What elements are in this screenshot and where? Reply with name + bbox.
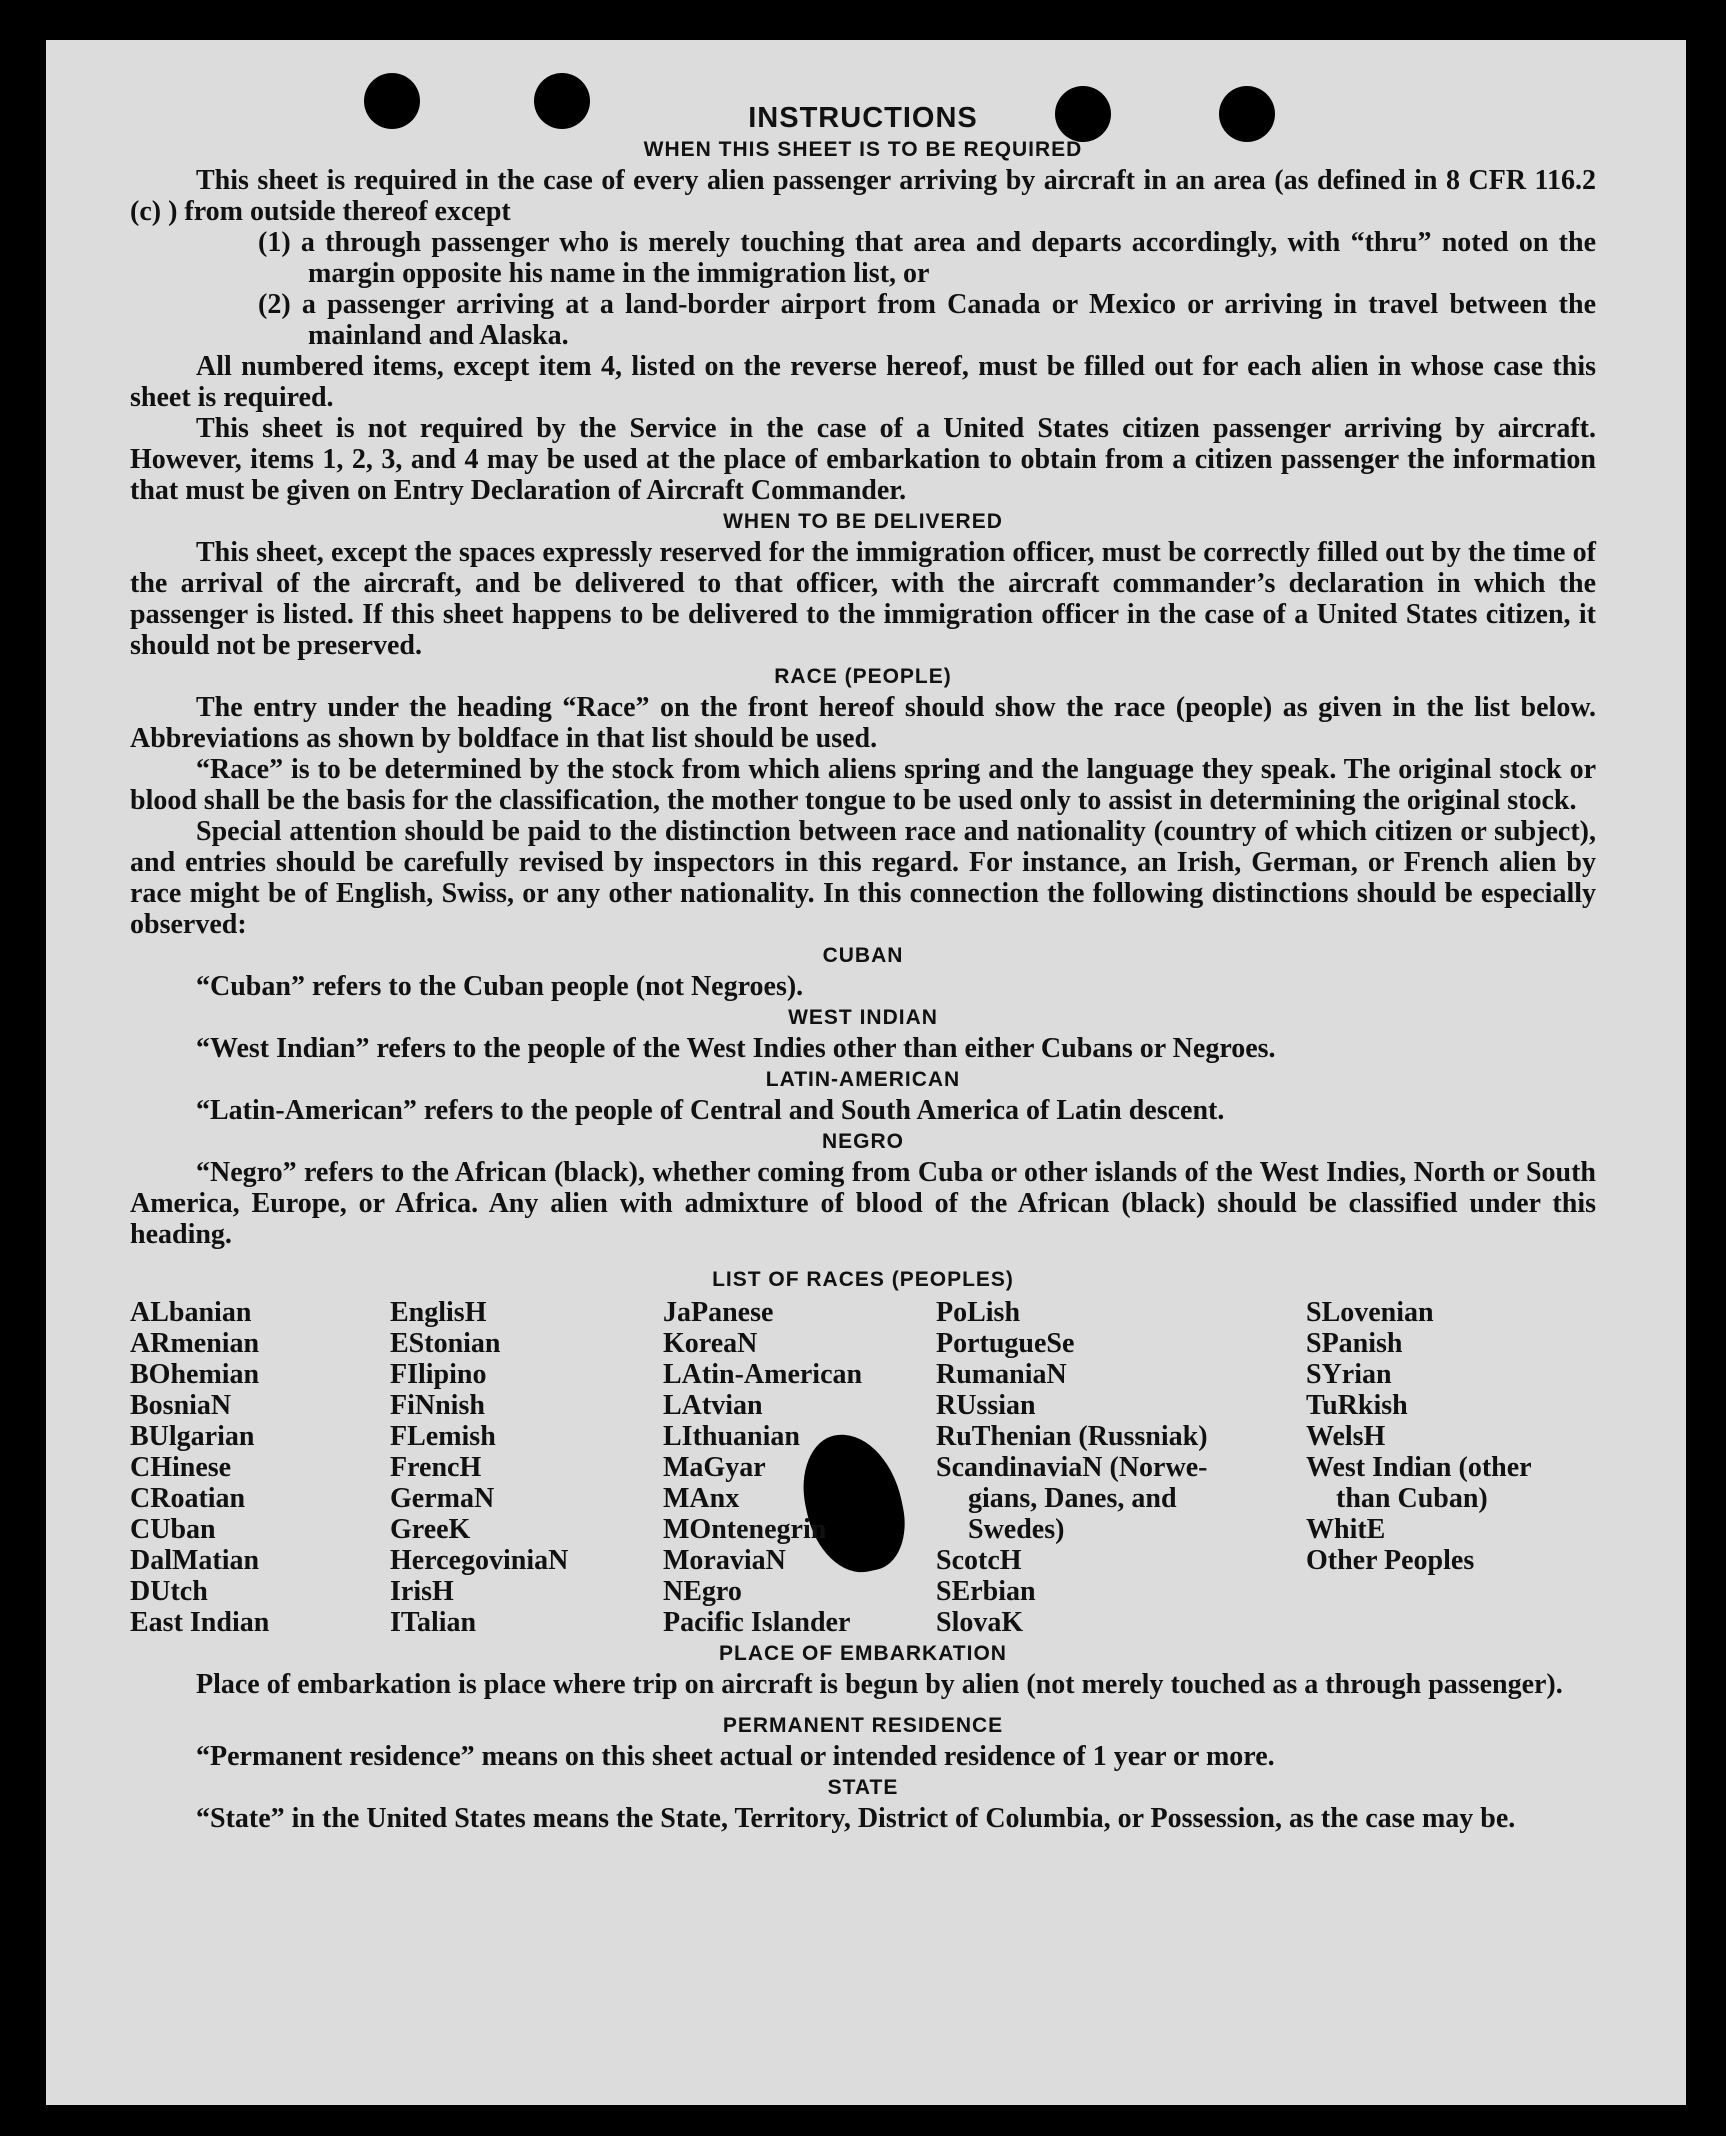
paragraph: This sheet is required in the case of every alien passenger arriving by aircraft in an area (as defined in 8 CFR 116.2 (c) ) from outside thereof except (130, 165, 1596, 227)
race-entry: RUssian (936, 1390, 1036, 1421)
heading-when-required: WHEN THIS SHEET IS TO BE REQUIRED (643, 138, 1083, 161)
race-entry: GermaN (390, 1483, 495, 1514)
paragraph: All numbered items, except item 4, listed on the reverse hereof, must be filled out for each alien in whose case this sheet is required. (130, 351, 1596, 413)
paragraph: “Race” is to be determined by the stock from which aliens spring and the language they speak. The original stock or blood shall be the basis for the classification, the mother tongue to be used only to assist in determining the original stock. (130, 754, 1596, 816)
race-entry: CRoatian (130, 1483, 246, 1514)
race-entry: EStonian (390, 1328, 501, 1359)
race-entry: SLovenian (1306, 1297, 1434, 1328)
paragraph: This sheet, except the spaces expressly reserved for the immigration officer, must be correctly filled out by the time of the arrival of the aircraft, and be delivered to that officer, with the aircraft commander’s declaration in which the passenger is listed. If this sheet happens to be delivered to the immigration officer in the case of a United States citizen, it should not be preserved. (130, 537, 1596, 661)
races-column-3 (663, 1297, 936, 1638)
race-entry: ARmenian (130, 1328, 260, 1359)
race-entry: than Cuban) (1336, 1483, 1488, 1514)
race-entry: RumaniaN (936, 1359, 1067, 1390)
race-entry: MaGyar (663, 1452, 766, 1483)
page-title: INSTRUCTIONS (748, 102, 978, 134)
race-entry: WelsH (1306, 1421, 1386, 1452)
race-entry: LAtin-American (663, 1359, 863, 1390)
heading-west-indian: WEST INDIAN (788, 1006, 938, 1029)
race-entry: CHinese (130, 1452, 232, 1483)
race-entry: East Indian (130, 1607, 270, 1638)
heading-state: STATE (827, 1776, 899, 1799)
race-entry: SlovaK (936, 1607, 1024, 1638)
race-entry: ALbanian (130, 1297, 252, 1328)
race-entry: IrisH (390, 1576, 454, 1607)
race-entry: Swedes) (968, 1514, 1065, 1545)
race-entry: PoLish (936, 1297, 1021, 1328)
heading-list-of-races: LIST OF RACES (PEOPLES) (712, 1268, 1014, 1291)
race-entry: KoreaN (663, 1328, 758, 1359)
race-entry: NEgro (663, 1576, 742, 1607)
race-entry: HercegoviniaN (390, 1545, 569, 1576)
heading-race: RACE (PEOPLE) (774, 665, 952, 688)
races-list (130, 1297, 1596, 1638)
race-entry: gians, Danes, and (968, 1483, 1177, 1514)
paragraph: “West Indian” refers to the people of the West Indies other than either Cubans or Negroes. (196, 1033, 1276, 1064)
paragraph: “Negro” refers to the African (black), whether coming from Cuba or other islands of the West Indies, North or South America, Europe, or Africa. Any alien with admixture of blood of the African (black) should be classified under this heading. (130, 1157, 1596, 1250)
race-entry: BUlgarian (130, 1421, 255, 1452)
paragraph: “Permanent residence” means on this sheet actual or intended residence of 1 year or more. (196, 1741, 1275, 1772)
race-entry: BosniaN (130, 1390, 232, 1421)
race-entry: WhitE (1306, 1514, 1386, 1545)
race-entry: ScandinaviaN (Norwe- (936, 1452, 1208, 1483)
race-entry: Other Peoples (1306, 1545, 1475, 1576)
race-entry: SErbian (936, 1576, 1036, 1607)
race-entry: Pacific Islander (663, 1607, 851, 1638)
races-column-4 (936, 1297, 1306, 1638)
race-entry: MOntenegrin (663, 1514, 827, 1545)
race-entry: SPanish (1306, 1328, 1403, 1359)
race-entry: FrencH (390, 1452, 482, 1483)
races-column-2 (390, 1297, 663, 1638)
race-entry: TuRkish (1306, 1390, 1408, 1421)
races-column-1 (130, 1297, 390, 1638)
heading-place-of-embarkation: PLACE OF EMBARKATION (719, 1642, 1007, 1665)
race-entry: ITalian (390, 1607, 477, 1638)
paragraph: “Latin-American” refers to the people of Central and South America of Latin descent. (196, 1095, 1225, 1126)
heading-when-delivered: WHEN TO BE DELIVERED (723, 510, 1003, 533)
paragraph: Special attention should be paid to the distinction between race and nationality (country of which citizen or subject), and entries should be carefully revised by inspectors in this regard. For instance, an Irish, German, or French alien by race might be of English, Swiss, or any other nationality. In this connection the following distinctions should be especially observed: (130, 816, 1596, 940)
race-entry: DUtch (130, 1576, 208, 1607)
race-entry: FiNnish (390, 1390, 485, 1421)
paragraph: “Cuban” refers to the Cuban people (not Negroes). (196, 971, 804, 1002)
heading-latin-american: LATIN-AMERICAN (765, 1068, 961, 1091)
race-entry: FLemish (390, 1421, 496, 1452)
races-column-5 (1306, 1297, 1596, 1638)
paragraph: The entry under the heading “Race” on the front hereof should show the race (people) as given in the list below. Abbreviations as shown by boldface in that list should be used. (130, 692, 1596, 754)
heading-permanent-residence: PERMANENT RESIDENCE (722, 1714, 1004, 1737)
list-item: (1) a through passenger who is merely touching that area and departs accordingly, with “thru” noted on the margin opposite his name in the immigration list, or (258, 227, 1596, 289)
race-entry: ScotcH (936, 1545, 1022, 1576)
race-entry: DalMatian (130, 1545, 260, 1576)
race-entry: LAtvian (663, 1390, 763, 1421)
document-body (130, 103, 1596, 1834)
race-entry: PortugueSe (936, 1328, 1075, 1359)
race-entry: EnglisH (390, 1297, 487, 1328)
paragraph: This sheet is not required by the Service in the case of a United States citizen passenger arriving by aircraft. However, items 1, 2, 3, and 4 may be used at the place of embarkation to obtain from a citizen passenger the information that must be given on Entry Declaration of Aircraft Commander. (130, 413, 1596, 506)
race-entry: BOhemian (130, 1359, 260, 1390)
heading-cuban: CUBAN (822, 944, 904, 967)
race-entry: SYrian (1306, 1359, 1392, 1390)
race-entry: West Indian (other (1306, 1452, 1532, 1483)
race-entry: MoraviaN (663, 1545, 786, 1576)
race-entry: GreeK (390, 1514, 471, 1545)
heading-negro: NEGRO (821, 1130, 904, 1153)
race-entry: JaPanese (663, 1297, 774, 1328)
paragraph: “State” in the United States means the State, Territory, District of Columbia, or Possession, as the case may be. (196, 1803, 1516, 1834)
document-page (46, 40, 1686, 2105)
race-entry: LIthuanian (663, 1421, 800, 1452)
race-entry: MAnx (663, 1483, 740, 1514)
race-entry: RuThenian (Russniak) (936, 1421, 1208, 1452)
race-entry: FIlipino (390, 1359, 487, 1390)
race-entry: CUban (130, 1514, 216, 1545)
list-item: (2) a passenger arriving at a land-border airport from Canada or Mexico or arriving in travel between the mainland and Alaska. (258, 289, 1596, 351)
paragraph: Place of embarkation is place where trip on aircraft is begun by alien (not merely touched as a through passenger). (196, 1669, 1563, 1700)
